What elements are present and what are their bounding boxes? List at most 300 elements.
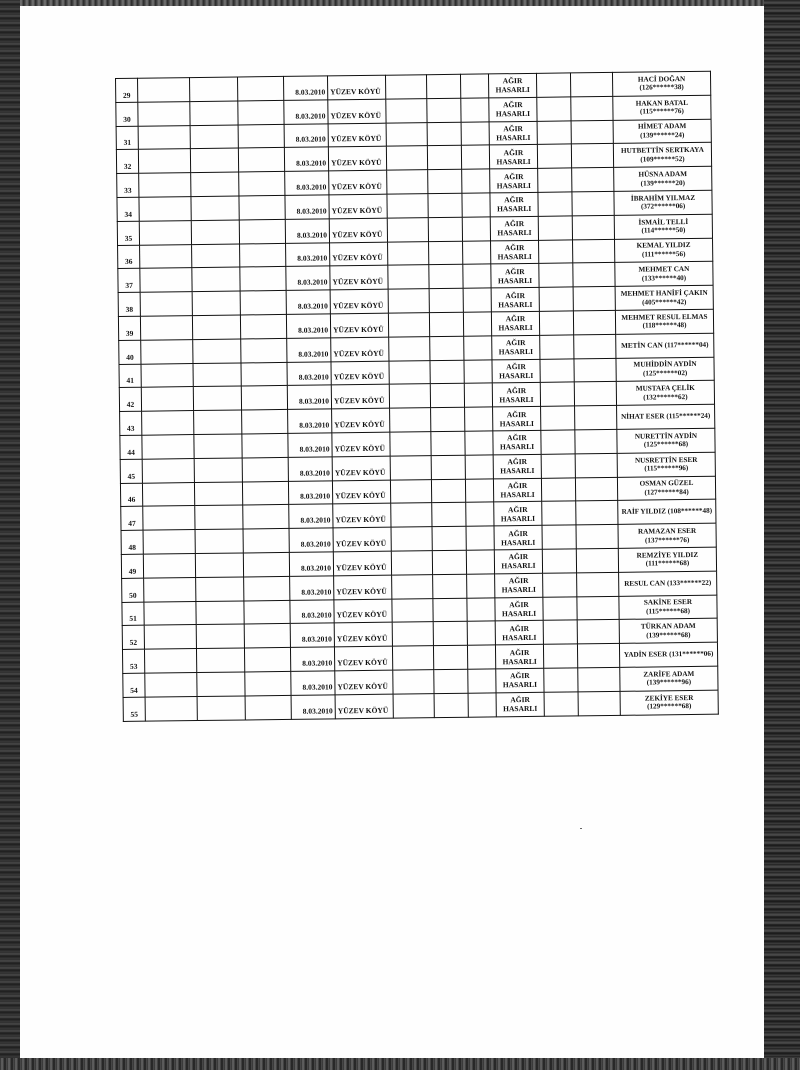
empty-cell: [244, 576, 290, 600]
empty-cell: [197, 696, 245, 720]
empty-cell: [242, 457, 288, 481]
row-number-cell: 40: [119, 340, 141, 364]
empty-cell: [466, 550, 494, 574]
empty-cell: [576, 525, 618, 549]
village-cell: YÜZEV KÖYÜ: [329, 194, 387, 219]
empty-cell: [391, 527, 432, 551]
empty-cell: [577, 620, 619, 644]
empty-cell: [143, 506, 195, 530]
village-cell: YÜZEV KÖYÜ: [334, 575, 392, 600]
empty-cell: [389, 360, 430, 384]
empty-cell: [240, 243, 286, 267]
row-number-cell: 48: [121, 530, 143, 554]
damage-status-cell: AĞIR HASARLI: [491, 311, 539, 335]
owner-name-cell: HİMET ADAM (139******24): [613, 119, 711, 144]
empty-cell: [539, 311, 573, 335]
empty-cell: [467, 645, 495, 669]
empty-cell: [571, 96, 613, 120]
empty-cell: [385, 75, 426, 99]
damage-list-table: [115, 71, 719, 722]
damage-status-cell: AĞIR HASARLI: [493, 430, 541, 454]
date-cell: 8.03.2010: [289, 504, 333, 528]
empty-cell: [144, 649, 196, 673]
empty-cell: [141, 339, 193, 363]
empty-cell: [240, 314, 286, 338]
village-cell: YÜZEV KÖYÜ: [332, 480, 390, 505]
empty-cell: [138, 125, 190, 149]
empty-cell: [541, 406, 575, 430]
empty-cell: [140, 268, 192, 292]
empty-cell: [541, 477, 575, 501]
empty-cell: [431, 455, 465, 479]
damage-status-cell: AĞIR HASARLI: [495, 573, 543, 597]
empty-cell: [196, 648, 244, 672]
empty-cell: [571, 120, 613, 144]
empty-cell: [463, 288, 491, 312]
empty-cell: [468, 669, 496, 693]
empty-cell: [467, 597, 495, 621]
empty-cell: [145, 672, 197, 696]
empty-cell: [141, 387, 193, 411]
empty-cell: [196, 624, 244, 648]
row-number-cell: 51: [122, 602, 144, 626]
empty-cell: [386, 146, 427, 170]
empty-cell: [432, 503, 466, 527]
empty-cell: [430, 336, 464, 360]
row-number-cell: 37: [118, 269, 140, 293]
empty-cell: [194, 458, 242, 482]
empty-cell: [464, 383, 492, 407]
empty-cell: [432, 526, 466, 550]
empty-cell: [463, 312, 491, 336]
empty-cell: [542, 549, 576, 573]
damage-status-cell: AĞIR HASARLI: [493, 406, 541, 430]
date-cell: 8.03.2010: [286, 290, 330, 314]
empty-cell: [387, 217, 428, 241]
empty-cell: [570, 72, 612, 96]
owner-name-cell: NUSRETTİN ESER (115******96): [617, 452, 715, 477]
empty-cell: [392, 622, 433, 646]
date-cell: 8.03.2010: [290, 599, 334, 623]
empty-cell: [466, 526, 494, 550]
empty-cell: [143, 553, 195, 577]
damage-status-cell: AĞIR HASARLI: [490, 192, 538, 216]
empty-cell: [140, 316, 192, 340]
empty-cell: [391, 551, 432, 575]
empty-cell: [572, 191, 614, 215]
village-cell: YÜZEV KÖYÜ: [332, 456, 390, 481]
empty-cell: [572, 168, 614, 192]
row-number-cell: 39: [118, 316, 140, 340]
date-cell: 8.03.2010: [287, 385, 331, 409]
empty-cell: [574, 334, 616, 358]
owner-name-cell: TÜRKAN ADAM (139******68): [619, 619, 717, 644]
date-cell: 8.03.2010: [284, 147, 328, 171]
empty-cell: [388, 289, 429, 313]
document-page: [20, 6, 764, 1058]
owner-name-cell: SAKİNE ESER (115******68): [619, 595, 717, 620]
empty-cell: [144, 577, 196, 601]
date-cell: 8.03.2010: [290, 623, 334, 647]
empty-cell: [577, 644, 619, 668]
empty-cell: [194, 434, 242, 458]
row-number-cell: 34: [117, 197, 139, 221]
empty-cell: [574, 382, 616, 406]
empty-cell: [239, 172, 285, 196]
empty-cell: [389, 384, 430, 408]
empty-cell: [239, 219, 285, 243]
row-number-cell: 46: [120, 483, 142, 507]
empty-cell: [463, 264, 491, 288]
empty-cell: [191, 172, 239, 196]
empty-cell: [461, 98, 489, 122]
damage-status-cell: AĞIR HASARLI: [491, 288, 539, 312]
empty-cell: [390, 455, 431, 479]
empty-cell: [428, 193, 462, 217]
empty-cell: [388, 313, 429, 337]
date-cell: 8.03.2010: [291, 695, 335, 719]
empty-cell: [243, 552, 289, 576]
empty-cell: [192, 267, 240, 291]
date-cell: 8.03.2010: [286, 314, 330, 338]
empty-cell: [140, 244, 192, 268]
date-cell: 8.03.2010: [285, 195, 329, 219]
empty-cell: [193, 386, 241, 410]
empty-cell: [468, 693, 496, 717]
empty-cell: [433, 598, 467, 622]
date-cell: 8.03.2010: [287, 361, 331, 385]
owner-name-cell: HUTBETTİN SERTKAYA (109******52): [613, 143, 711, 168]
village-cell: YÜZEV KÖYÜ: [334, 646, 392, 671]
empty-cell: [571, 144, 613, 168]
empty-cell: [433, 645, 467, 669]
empty-cell: [575, 453, 617, 477]
empty-cell: [575, 477, 617, 501]
owner-name-cell: KEMAL YILDIZ (111******56): [615, 238, 713, 263]
row-number-cell: 44: [120, 435, 142, 459]
empty-cell: [429, 241, 463, 265]
owner-name-cell: HACİ DOĞAN (126******38): [612, 71, 710, 96]
village-cell: YÜZEV KÖYÜ: [331, 361, 389, 386]
empty-cell: [142, 435, 194, 459]
empty-cell: [467, 621, 495, 645]
damage-status-cell: AĞIR HASARLI: [496, 692, 544, 716]
empty-cell: [194, 482, 242, 506]
empty-cell: [145, 696, 197, 720]
empty-cell: [539, 263, 573, 287]
empty-cell: [578, 691, 620, 715]
empty-cell: [431, 479, 465, 503]
empty-cell: [426, 74, 460, 98]
empty-cell: [541, 454, 575, 478]
empty-cell: [465, 431, 493, 455]
damage-status-cell: AĞIR HASARLI: [494, 549, 542, 573]
empty-cell: [577, 596, 619, 620]
empty-cell: [388, 241, 429, 265]
empty-cell: [193, 339, 241, 363]
owner-name-cell: MEHMET RESUL ELMAS (118******48): [615, 309, 713, 334]
row-number-cell: 31: [116, 126, 138, 150]
empty-cell: [429, 288, 463, 312]
empty-cell: [540, 358, 574, 382]
empty-cell: [238, 124, 284, 148]
empty-cell: [460, 74, 488, 98]
empty-cell: [464, 336, 492, 360]
empty-cell: [390, 432, 431, 456]
empty-cell: [539, 240, 573, 264]
empty-cell: [429, 312, 463, 336]
empty-cell: [241, 362, 287, 386]
row-number-cell: 43: [120, 411, 142, 435]
empty-cell: [573, 263, 615, 287]
empty-cell: [465, 407, 493, 431]
empty-cell: [195, 529, 243, 553]
owner-name-cell: OSMAN GÜZEL (127******84): [617, 476, 715, 501]
village-cell: YÜZEV KÖYÜ: [328, 147, 386, 172]
empty-cell: [575, 406, 617, 430]
damage-status-cell: AĞIR HASARLI: [495, 644, 543, 668]
empty-cell: [390, 408, 431, 432]
village-cell: YÜZEV KÖYÜ: [335, 670, 393, 695]
date-cell: 8.03.2010: [284, 100, 328, 124]
owner-name-cell: NİHAT ESER (115******24): [617, 404, 715, 429]
row-number-cell: 33: [117, 173, 139, 197]
empty-cell: [388, 265, 429, 289]
date-cell: 8.03.2010: [290, 576, 334, 600]
owner-name-cell: HAKAN BATAL (115******76): [613, 95, 711, 120]
empty-cell: [142, 458, 194, 482]
empty-cell: [427, 146, 461, 170]
empty-cell: [427, 98, 461, 122]
empty-cell: [143, 530, 195, 554]
row-number-cell: 47: [121, 507, 143, 531]
empty-cell: [386, 122, 427, 146]
empty-cell: [242, 410, 288, 434]
empty-cell: [142, 482, 194, 506]
date-cell: 8.03.2010: [283, 76, 327, 100]
empty-cell: [543, 644, 577, 668]
empty-cell: [538, 168, 572, 192]
empty-cell: [430, 384, 464, 408]
empty-cell: [576, 501, 618, 525]
empty-cell: [429, 265, 463, 289]
village-cell: YÜZEV KÖYÜ: [329, 218, 387, 243]
empty-cell: [192, 244, 240, 268]
empty-cell: [389, 336, 430, 360]
empty-cell: [237, 76, 283, 100]
row-number-cell: 41: [119, 364, 141, 388]
row-number-cell: 29: [116, 78, 138, 102]
damage-status-cell: AĞIR HASARLI: [490, 169, 538, 193]
empty-cell: [242, 433, 288, 457]
owner-name-cell: MUHİDDİN AYDİN (125******02): [616, 357, 714, 382]
damage-status-cell: AĞIR HASARLI: [495, 621, 543, 645]
empty-cell: [573, 310, 615, 334]
village-cell: YÜZEV KÖYÜ: [335, 694, 393, 719]
scan-border-bottom: [0, 1058, 800, 1070]
damage-list-table-container: [115, 71, 719, 722]
empty-cell: [434, 669, 468, 693]
empty-cell: [138, 78, 190, 102]
village-cell: YÜZEV KÖYÜ: [332, 408, 390, 433]
village-cell: YÜZEV KÖYÜ: [333, 504, 391, 529]
row-number-cell: 42: [119, 388, 141, 412]
damage-status-cell: AĞIR HASARLI: [492, 335, 540, 359]
date-cell: 8.03.2010: [285, 219, 329, 243]
empty-cell: [391, 503, 432, 527]
empty-cell: [536, 73, 570, 97]
date-cell: 8.03.2010: [288, 409, 332, 433]
empty-cell: [431, 407, 465, 431]
damage-status-cell: AĞIR HASARLI: [494, 502, 542, 526]
date-cell: 8.03.2010: [289, 552, 333, 576]
empty-cell: [138, 149, 190, 173]
empty-cell: [141, 363, 193, 387]
empty-cell: [392, 574, 433, 598]
empty-cell: [575, 429, 617, 453]
damage-status-cell: AĞIR HASARLI: [488, 73, 536, 97]
empty-cell: [239, 195, 285, 219]
empty-cell: [542, 525, 576, 549]
row-number-cell: 32: [116, 150, 138, 174]
empty-cell: [393, 693, 434, 717]
damage-status-cell: AĞIR HASARLI: [492, 383, 540, 407]
empty-cell: [139, 220, 191, 244]
row-number-cell: 55: [123, 697, 145, 721]
date-cell: 8.03.2010: [288, 457, 332, 481]
row-number-cell: 52: [122, 626, 144, 650]
empty-cell: [243, 529, 289, 553]
table-body: [116, 71, 719, 721]
scan-border-right: [764, 0, 800, 1070]
date-cell: 8.03.2010: [288, 433, 332, 457]
owner-name-cell: MUSTAFA ÇELİK (132******62): [616, 381, 714, 406]
empty-cell: [466, 502, 494, 526]
empty-cell: [195, 553, 243, 577]
damage-status-cell: AĞIR HASARLI: [493, 454, 541, 478]
empty-cell: [537, 121, 571, 145]
damage-status-cell: AĞIR HASARLI: [489, 145, 537, 169]
empty-cell: [387, 194, 428, 218]
empty-cell: [544, 692, 578, 716]
village-cell: YÜZEV KÖYÜ: [334, 599, 392, 624]
empty-cell: [190, 77, 238, 101]
date-cell: 8.03.2010: [291, 671, 335, 695]
empty-cell: [433, 574, 467, 598]
empty-cell: [196, 600, 244, 624]
empty-cell: [574, 358, 616, 382]
scan-border-left: [0, 0, 20, 1070]
row-number-cell: 30: [116, 102, 138, 126]
empty-cell: [240, 291, 286, 315]
empty-cell: [427, 122, 461, 146]
empty-cell: [191, 196, 239, 220]
empty-cell: [537, 144, 571, 168]
row-number-cell: 38: [118, 292, 140, 316]
empty-cell: [390, 479, 431, 503]
empty-cell: [578, 667, 620, 691]
empty-cell: [543, 596, 577, 620]
owner-name-cell: RAİF YILDIZ (108******48): [618, 500, 716, 525]
empty-cell: [544, 668, 578, 692]
owner-name-cell: MEHMET HANİFİ ÇAKIN (405******42): [615, 285, 713, 310]
empty-cell: [392, 646, 433, 670]
empty-cell: [576, 548, 618, 572]
empty-cell: [142, 411, 194, 435]
damage-status-cell: AĞIR HASARLI: [491, 240, 539, 264]
village-cell: YÜZEV KÖYÜ: [333, 551, 391, 576]
owner-name-cell: METİN CAN (117******04): [616, 333, 714, 358]
empty-cell: [539, 287, 573, 311]
owner-name-cell: İBRAHİM YILMAZ (372******06): [614, 190, 712, 215]
empty-cell: [386, 98, 427, 122]
empty-cell: [577, 572, 619, 596]
empty-cell: [140, 292, 192, 316]
empty-cell: [543, 573, 577, 597]
date-cell: 8.03.2010: [289, 528, 333, 552]
owner-name-cell: ZARİFE ADAM (139******96): [620, 666, 718, 691]
empty-cell: [193, 363, 241, 387]
village-cell: YÜZEV KÖYÜ: [330, 242, 388, 267]
empty-cell: [572, 215, 614, 239]
empty-cell: [542, 501, 576, 525]
empty-cell: [243, 505, 289, 529]
empty-cell: [462, 217, 490, 241]
row-number-cell: 36: [118, 245, 140, 269]
damage-status-cell: AĞIR HASARLI: [494, 525, 542, 549]
empty-cell: [139, 197, 191, 221]
village-cell: YÜZEV KÖYÜ: [331, 385, 389, 410]
row-number-cell: 35: [117, 221, 139, 245]
empty-cell: [428, 169, 462, 193]
row-number-cell: 53: [122, 649, 144, 673]
empty-cell: [244, 648, 290, 672]
village-cell: YÜZEV KÖYÜ: [327, 75, 385, 100]
empty-cell: [392, 598, 433, 622]
empty-cell: [192, 315, 240, 339]
village-cell: YÜZEV KÖYÜ: [328, 123, 386, 148]
empty-cell: [540, 382, 574, 406]
damage-status-cell: AĞIR HASARLI: [491, 264, 539, 288]
empty-cell: [465, 455, 493, 479]
owner-name-cell: REMZİYE YILDIZ (111******68): [618, 547, 716, 572]
empty-cell: [192, 291, 240, 315]
owner-name-cell: ZEKİYE ESER (129******68): [620, 690, 718, 715]
village-cell: YÜZEV KÖYÜ: [333, 527, 391, 552]
empty-cell: [242, 481, 288, 505]
empty-cell: [138, 101, 190, 125]
empty-cell: [431, 431, 465, 455]
owner-name-cell: İSMAİL TELLİ (114******50): [614, 214, 712, 239]
village-cell: YÜZEV KÖYÜ: [330, 289, 388, 314]
date-cell: 8.03.2010: [285, 171, 329, 195]
owner-name-cell: HÜSNA ADAM (139******20): [614, 166, 712, 191]
empty-cell: [538, 216, 572, 240]
empty-cell: [191, 220, 239, 244]
owner-name-cell: YADİN ESER (131******06): [619, 642, 717, 667]
owner-name-cell: RAMAZAN ESER (137******76): [618, 523, 716, 548]
empty-cell: [194, 410, 242, 434]
empty-cell: [241, 386, 287, 410]
empty-cell: [573, 239, 615, 263]
empty-cell: [461, 122, 489, 146]
damage-status-cell: AĞIR HASARLI: [495, 597, 543, 621]
damage-status-cell: AĞIR HASARLI: [496, 668, 544, 692]
date-cell: 8.03.2010: [284, 123, 328, 147]
empty-cell: [238, 148, 284, 172]
owner-name-cell: MEHMET CAN (133******40): [615, 262, 713, 287]
empty-cell: [393, 670, 434, 694]
